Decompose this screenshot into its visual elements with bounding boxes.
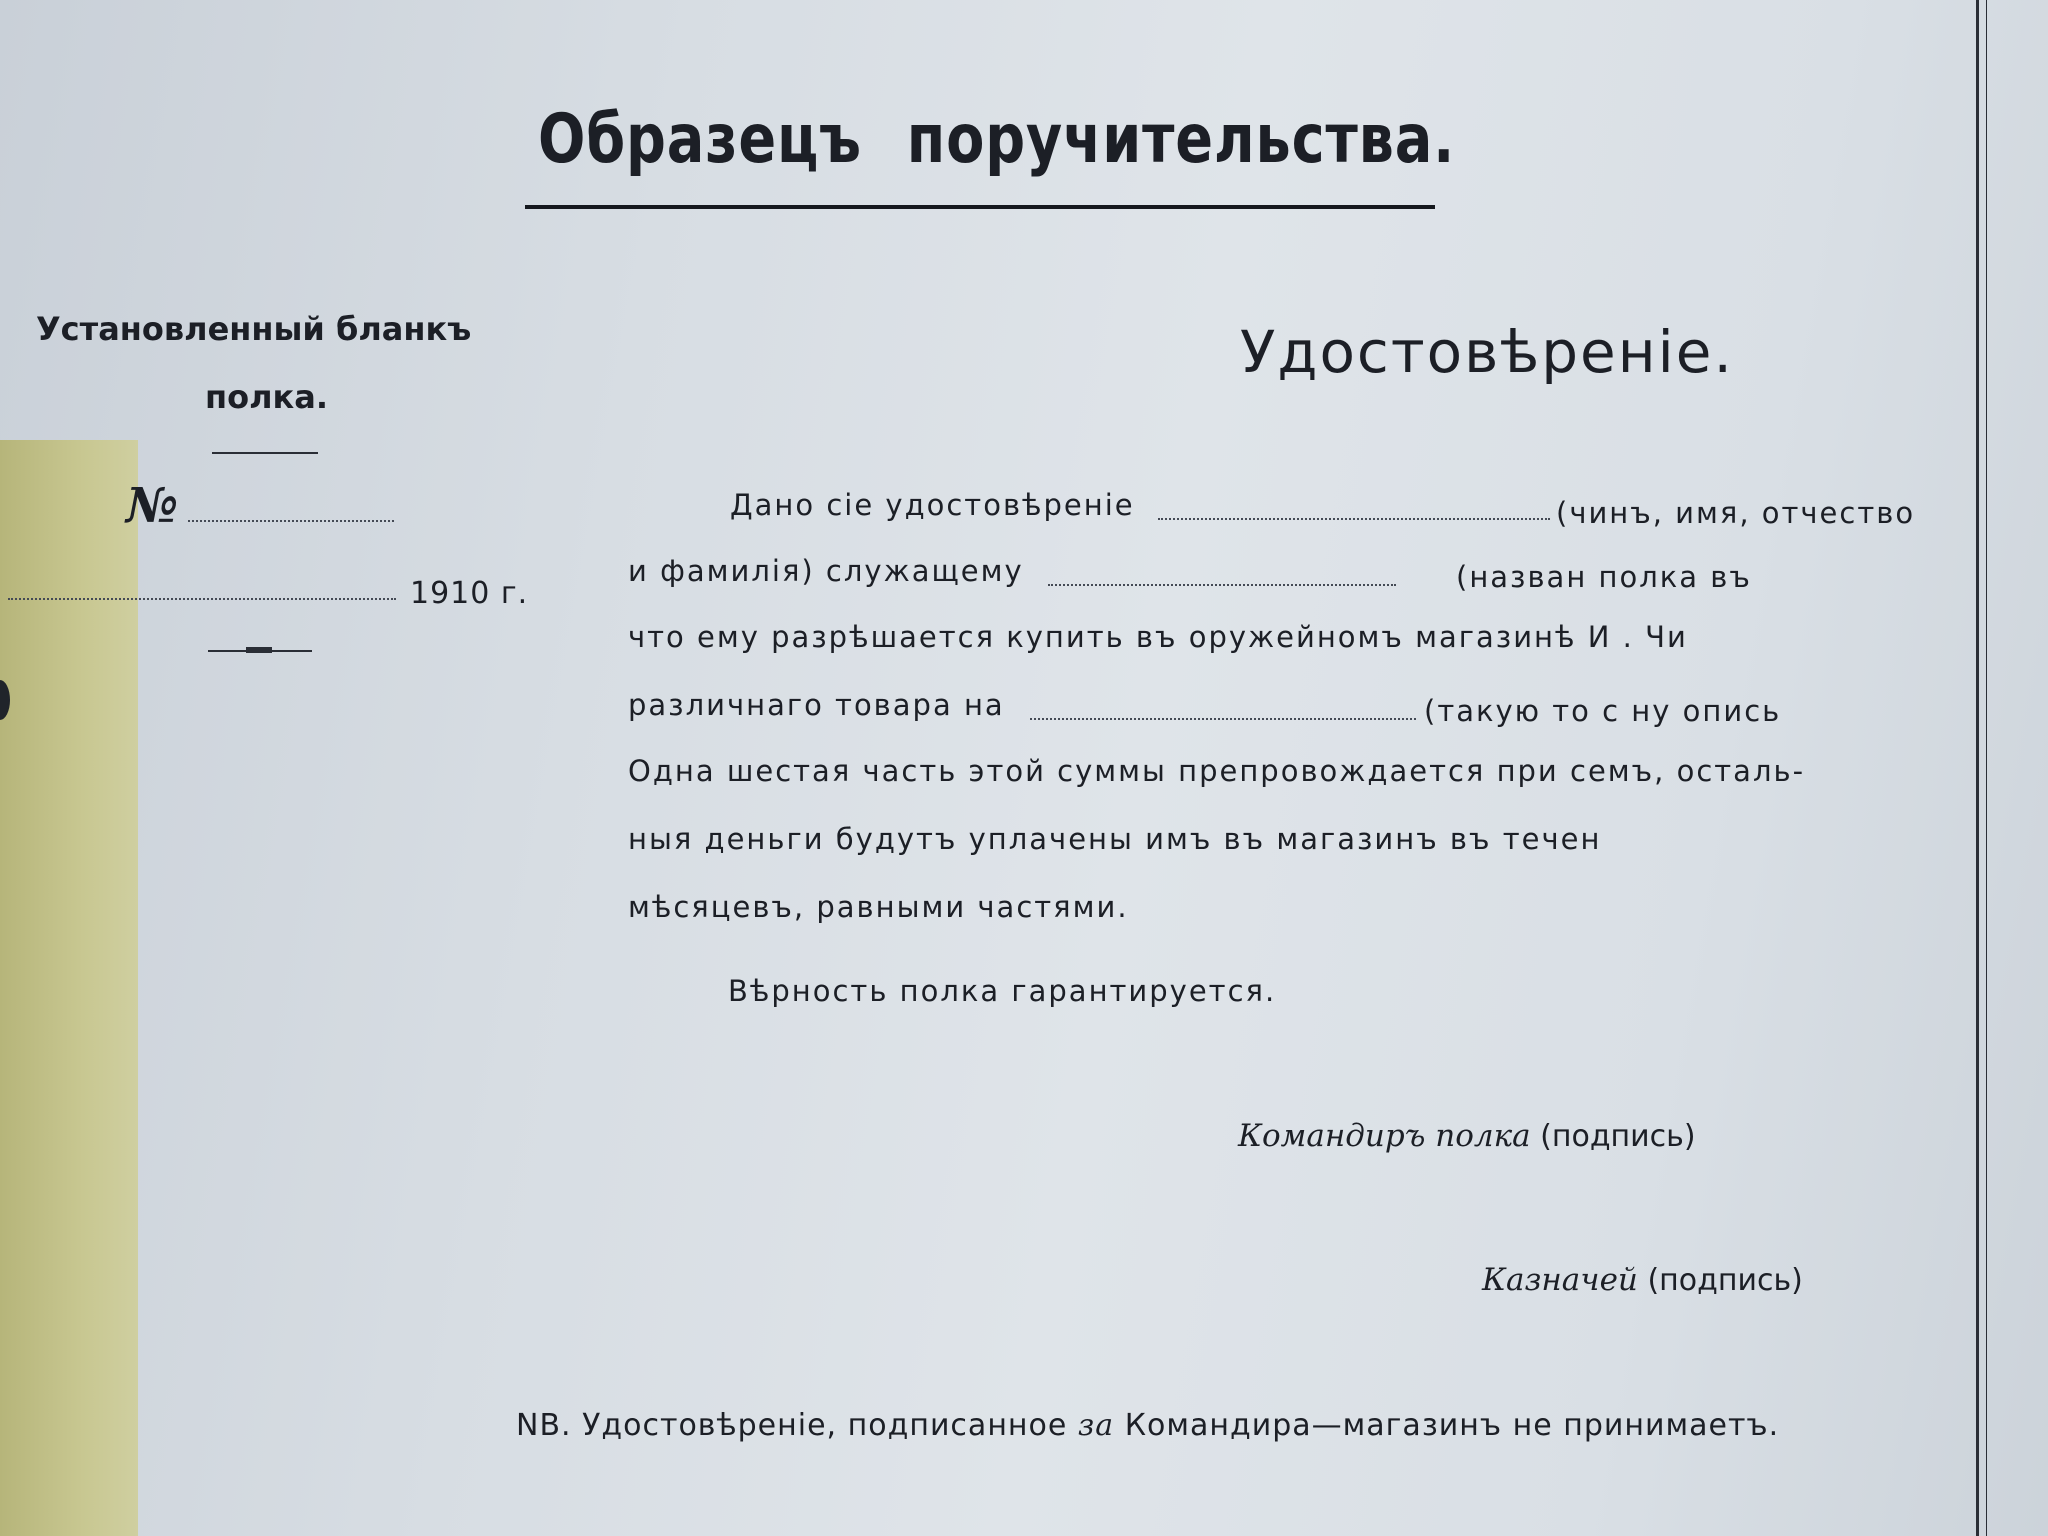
commander-signature-note: (подпись) bbox=[1540, 1119, 1696, 1154]
form-label-line2: полка. bbox=[205, 378, 328, 416]
commander-role: Командиръ полка bbox=[1238, 1118, 1531, 1154]
commander-signature bbox=[1238, 1118, 1696, 1154]
document-heading: Удостовѣрeнie. bbox=[1240, 318, 1734, 386]
date-divider-mark bbox=[246, 647, 272, 653]
body-line-7: мѣсяцевъ, равными частями. bbox=[628, 890, 1129, 924]
number-blank-field bbox=[188, 520, 394, 522]
body-line-4: различнаго товара на bbox=[628, 688, 1005, 722]
form-label-line1: Установленный бланкъ bbox=[36, 310, 472, 348]
service-blank bbox=[1048, 584, 1396, 586]
treasurer-signature-note: (подпись) bbox=[1647, 1263, 1803, 1298]
page-title: Образецъ поручительства. bbox=[538, 100, 1456, 179]
year-label: 1910 г. bbox=[410, 576, 529, 611]
nb-note-em: за bbox=[1077, 1408, 1115, 1443]
body-line-3: что ему разрѣшается купить въ оружейномъ магазинѣ И . Чи bbox=[628, 620, 1688, 654]
right-margin-line bbox=[1976, 0, 1979, 1536]
body-line-2-hint: (назван полка въ bbox=[1456, 560, 1752, 594]
nb-note bbox=[516, 1408, 1779, 1443]
body-line-5: Одна шестая часть этой суммы препровождается при семъ, осталь- bbox=[628, 754, 1806, 788]
body-line-6: ныя деньги будутъ уплачены имъ въ магазинъ въ течен bbox=[628, 822, 1602, 856]
title-underline bbox=[525, 205, 1435, 209]
date-blank-field bbox=[8, 598, 396, 600]
body-line-1-hint: (чинъ, имя, отчество bbox=[1556, 496, 1916, 530]
treasurer-signature bbox=[1482, 1262, 1803, 1298]
body-line-2: и фамилiя) служащему bbox=[628, 554, 1024, 588]
guarantee-line: Вѣрность полка гарантируется. bbox=[728, 974, 1277, 1008]
rank-name-blank bbox=[1158, 518, 1550, 520]
number-sign: № bbox=[126, 478, 179, 534]
body-line-4-hint: (такую то с ну опись bbox=[1424, 694, 1782, 728]
nb-note-prefix: NB. Удостовѣренiе, подписанное bbox=[516, 1408, 1068, 1443]
nb-note-suffix: Командира—магазинъ не принимаетъ. bbox=[1124, 1408, 1780, 1443]
amount-blank bbox=[1030, 718, 1416, 720]
body-line-1: Дано сiе удостовѣренiе bbox=[730, 488, 1135, 522]
treasurer-role: Казначей bbox=[1482, 1262, 1638, 1298]
yellow-paper-strip bbox=[0, 440, 138, 1536]
form-label-divider bbox=[212, 452, 318, 454]
right-margin-line-thin bbox=[1986, 0, 1987, 1536]
